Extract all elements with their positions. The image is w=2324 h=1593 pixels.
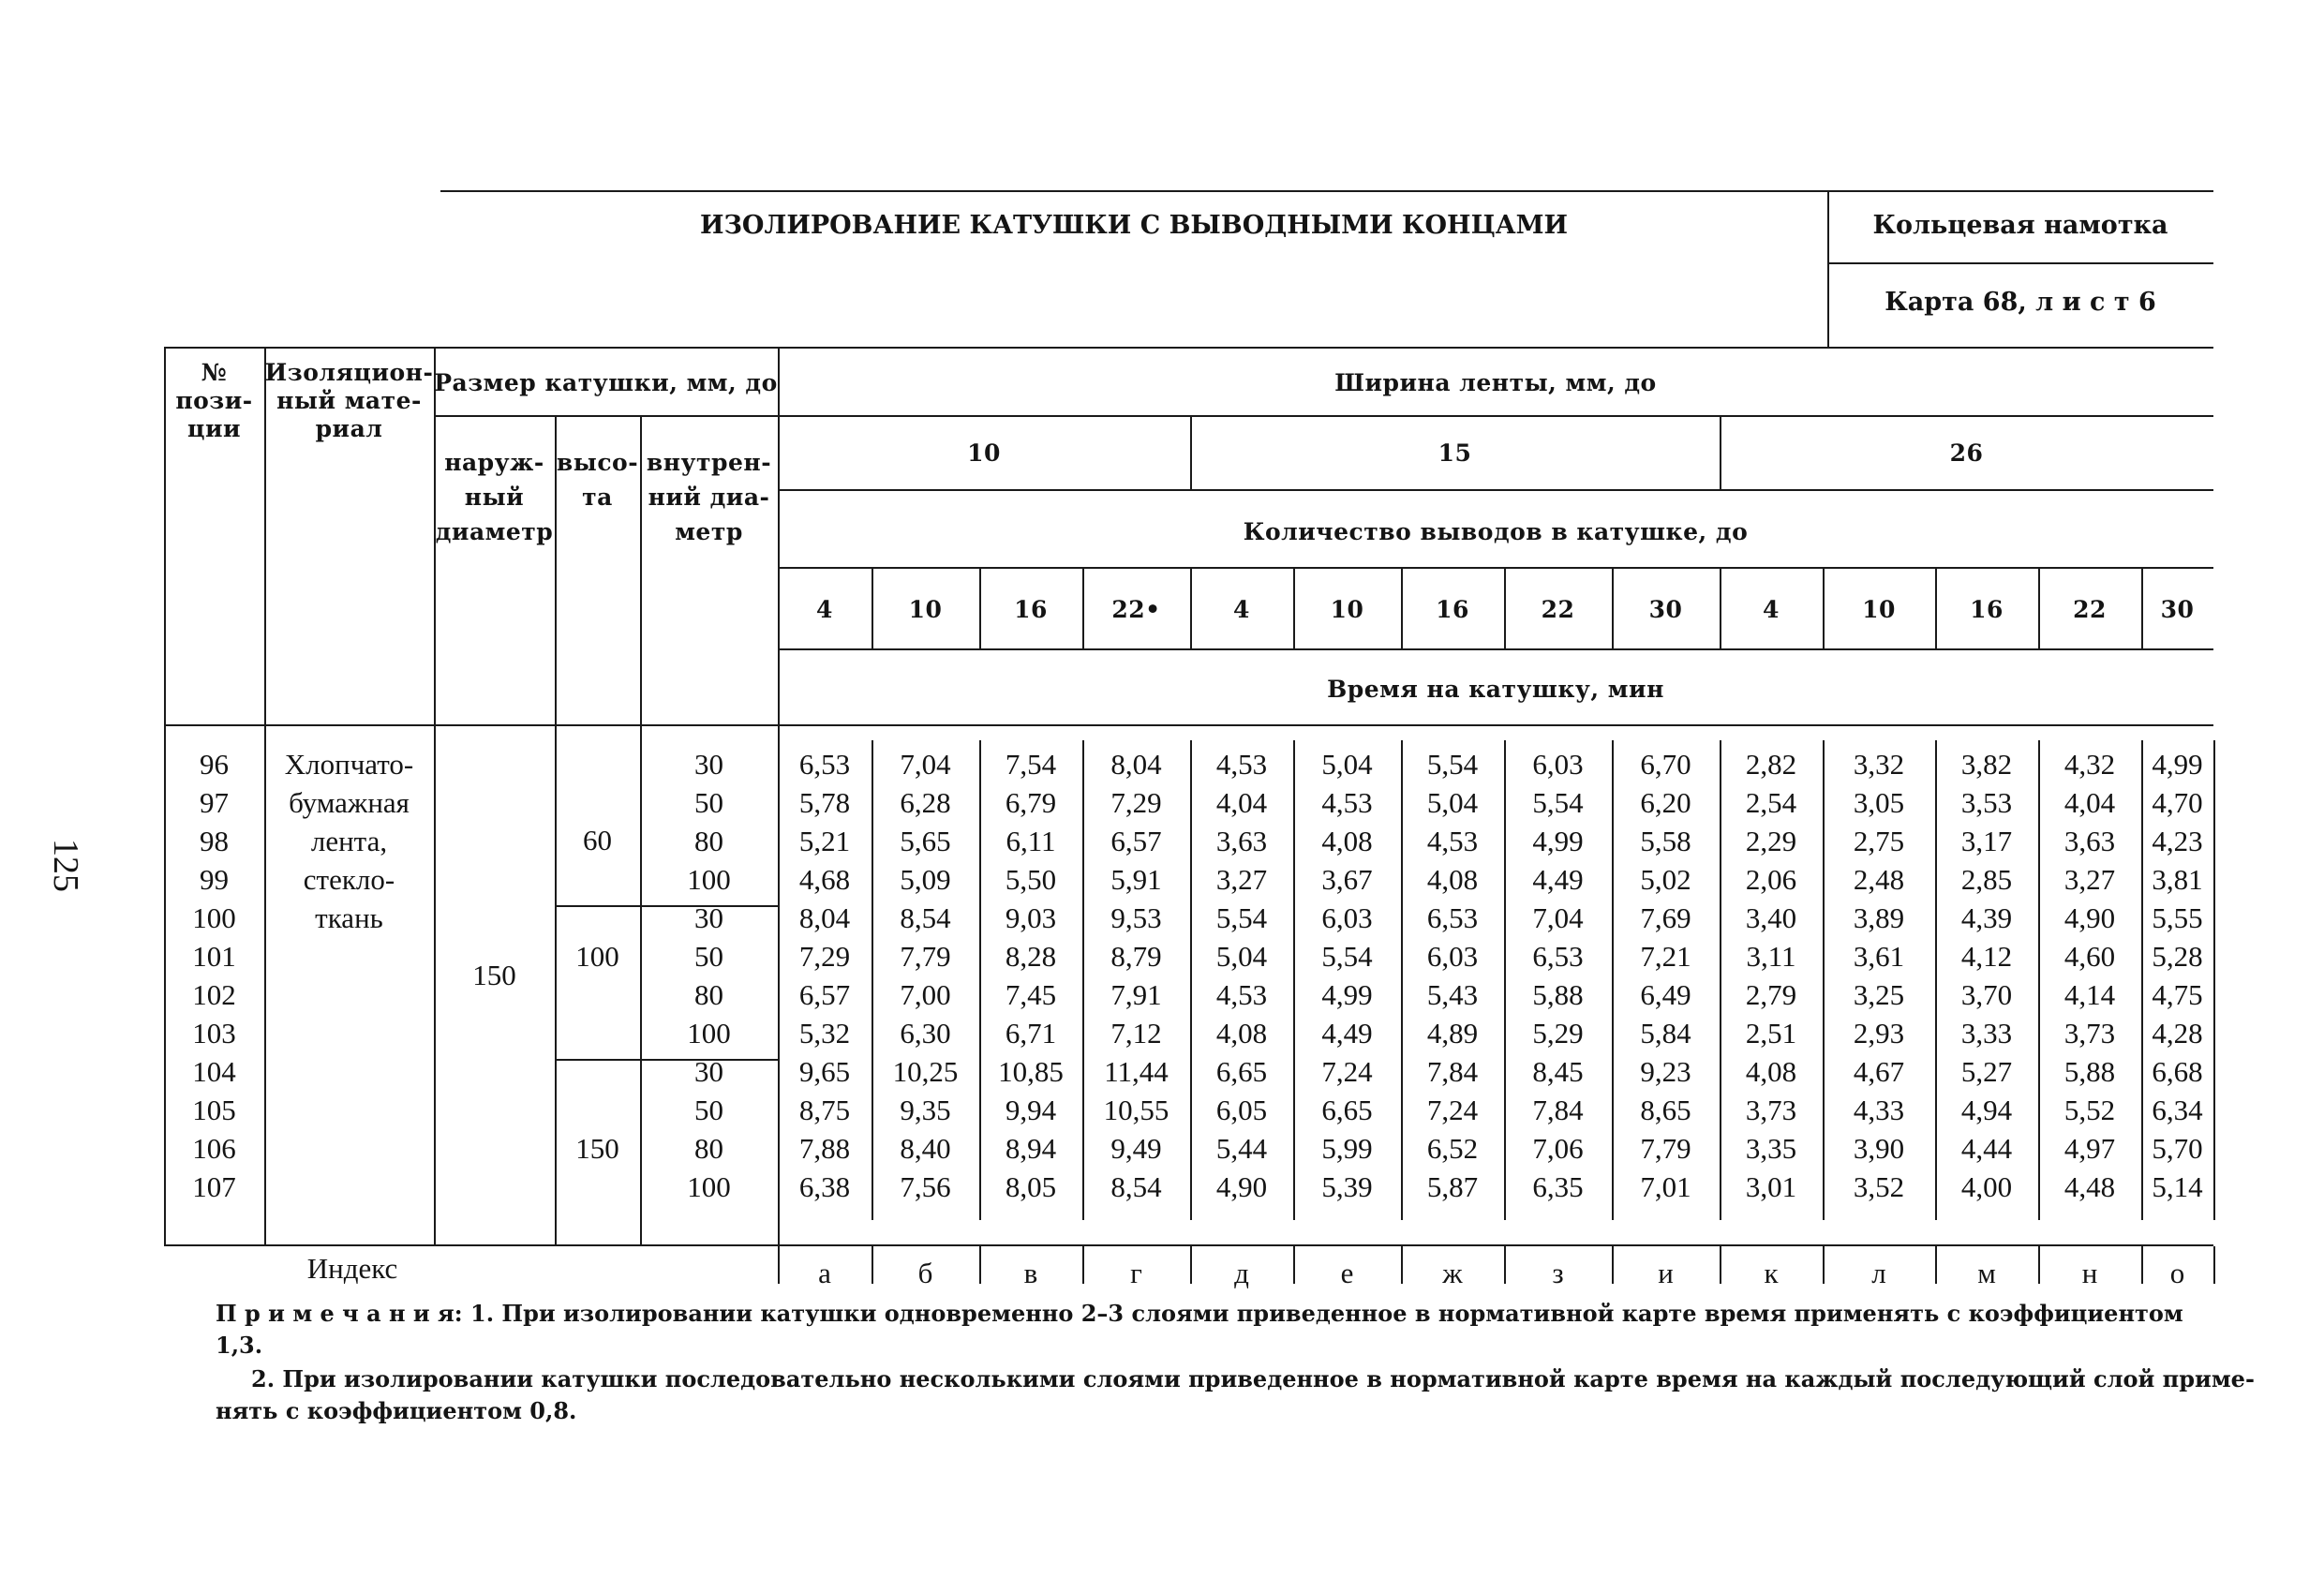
time-value-cell: 7,56 xyxy=(900,1169,951,1203)
tape-width-15: 15 xyxy=(1438,439,1472,467)
time-value-cell: 6,70 xyxy=(1640,747,1691,781)
time-value-cell: 3,35 xyxy=(1745,1131,1797,1165)
index-letter: з xyxy=(1552,1257,1564,1289)
time-value-cell: 5,99 xyxy=(1321,1131,1373,1165)
position-header-line: пози- xyxy=(175,386,253,414)
leads-count-cell: 22 xyxy=(2073,595,2107,623)
inner-diameter-value: 100 xyxy=(687,1169,731,1203)
time-value-cell: 3,27 xyxy=(1215,862,1268,896)
leads-count-cell: 16 xyxy=(1014,595,1048,623)
time-value-cell: 8,75 xyxy=(798,1093,851,1126)
index-label: Индекс xyxy=(306,1252,398,1285)
time-value-cell: 9,49 xyxy=(1110,1131,1162,1165)
time-value-cell: 9,94 xyxy=(1005,1093,1057,1126)
time-value-cell: 4,70 xyxy=(2152,785,2203,819)
size-header-rule xyxy=(434,415,778,417)
time-value-cell: 5,43 xyxy=(1426,977,1479,1011)
leads-count-cell: 10 xyxy=(908,595,943,623)
time-value-cell: 7,79 xyxy=(900,939,951,973)
material-name-line: Хлопчато- xyxy=(284,747,414,781)
material-name-line: бумажная xyxy=(289,785,410,819)
inner-diameter-value: 50 xyxy=(694,785,723,819)
time-value-cell: 3,17 xyxy=(1960,824,2013,857)
position-header-line: ции xyxy=(186,414,242,442)
position-number: 102 xyxy=(192,977,236,1011)
time-value-cell: 6,71 xyxy=(1005,1016,1057,1050)
time-value-cell: 7,24 xyxy=(1426,1093,1479,1126)
tape-width-header: Ширина ленты, мм, до xyxy=(1334,369,1657,396)
card-reference: Карта 68, л и с т 6 xyxy=(1885,288,2156,317)
time-value-cell: 9,03 xyxy=(1005,901,1057,934)
time-value-cell: 2,85 xyxy=(1960,862,2013,896)
time-value-cell: 8,05 xyxy=(1005,1169,1057,1203)
height-value: 60 xyxy=(583,823,612,856)
time-value-cell: 5,88 xyxy=(1532,977,1584,1011)
index-letter: ж xyxy=(1442,1257,1463,1289)
time-value-cell: 6,11 xyxy=(1006,824,1056,857)
time-value-cell: 9,23 xyxy=(1640,1054,1691,1088)
time-value-cell: 2,48 xyxy=(1853,862,1905,896)
time-value-cell: 11,44 xyxy=(1104,1054,1169,1088)
leads-count-cell: 16 xyxy=(1436,595,1469,623)
time-value-cell: 3,11 xyxy=(1746,939,1796,973)
index-letter: к xyxy=(1764,1257,1779,1289)
time-value-cell: 4,99 xyxy=(1321,977,1373,1011)
time-value-cell: 9,65 xyxy=(798,1054,851,1088)
index-letter: и xyxy=(1658,1257,1674,1289)
time-value-cell: 6,03 xyxy=(1321,901,1373,934)
index-letter: м xyxy=(1977,1257,1996,1289)
leads-count-cell: 22 xyxy=(1541,595,1575,623)
time-value-cell: 3,81 xyxy=(2152,862,2203,896)
inner-diameter-value: 30 xyxy=(694,1054,723,1088)
time-value-cell: 5,50 xyxy=(1005,862,1057,896)
time-value-cell: 5,04 xyxy=(1215,939,1268,973)
position-number: 106 xyxy=(192,1131,236,1165)
time-value-cell: 8,54 xyxy=(1110,1169,1162,1203)
inner-diameter-header-line: внутрен- xyxy=(646,449,772,476)
time-value-cell: 7,45 xyxy=(1005,977,1057,1011)
position-header-line: № xyxy=(201,358,228,386)
time-value-cell: 8,65 xyxy=(1640,1093,1691,1126)
time-value-cell: 6,20 xyxy=(1640,785,1691,819)
time-value-cell: 5,88 xyxy=(2063,1054,2116,1088)
time-value-cell: 4,75 xyxy=(2152,977,2203,1011)
time-value-cell: 7,84 xyxy=(1426,1054,1479,1088)
time-value-cell: 5,70 xyxy=(2152,1131,2203,1165)
time-value-cell: 3,27 xyxy=(2063,862,2116,896)
time-value-cell: 6,57 xyxy=(798,977,851,1011)
time-value-cell: 2,79 xyxy=(1745,977,1797,1011)
position-number: 104 xyxy=(192,1054,236,1088)
time-value-cell: 6,49 xyxy=(1640,977,1691,1011)
leads-count-cell: 30 xyxy=(2160,595,2195,623)
time-value-cell: 3,63 xyxy=(1215,824,1268,857)
material-name-line: ткань xyxy=(315,901,383,934)
index-top-rule xyxy=(164,1244,2213,1246)
time-value-cell: 3,33 xyxy=(1960,1016,2013,1050)
height-header-line: та xyxy=(582,484,613,511)
time-value-cell: 4,89 xyxy=(1426,1016,1479,1050)
time-value-cell: 3,53 xyxy=(1960,785,2013,819)
time-value-cell: 4,39 xyxy=(1960,901,2013,934)
time-value-cell: 4,32 xyxy=(2063,747,2116,781)
time-value-cell: 7,29 xyxy=(798,939,851,973)
time-value-cell: 4,90 xyxy=(2063,901,2116,934)
inner-diameter-value: 50 xyxy=(694,1093,723,1126)
value-column-divider xyxy=(2213,740,2215,1220)
time-value-cell: 4,67 xyxy=(1853,1054,1905,1088)
time-value-cell: 5,39 xyxy=(1321,1169,1373,1203)
time-value-cell: 4,97 xyxy=(2063,1131,2116,1165)
time-value-cell: 2,29 xyxy=(1745,824,1797,857)
time-value-cell: 4,23 xyxy=(2152,824,2203,857)
index-letter: г xyxy=(1130,1257,1142,1289)
time-value-cell: 7,12 xyxy=(1110,1016,1162,1050)
index-letter: д xyxy=(1234,1257,1249,1289)
time-value-cell: 4,49 xyxy=(1532,862,1584,896)
position-number: 101 xyxy=(192,939,236,973)
time-value-cell: 5,84 xyxy=(1640,1016,1691,1050)
time-value-cell: 5,04 xyxy=(1321,747,1373,781)
inner-diameter-value: 50 xyxy=(694,939,723,973)
time-value-cell: 3,05 xyxy=(1853,785,1905,819)
document-title: ИЗОЛИРОВАНИЕ КАТУШКИ С ВЫВОДНЫМИ КОНЦАМИ xyxy=(699,210,1569,240)
inner-diameter-value: 80 xyxy=(694,1131,723,1165)
index-letter: е xyxy=(1340,1257,1354,1289)
time-value-cell: 6,65 xyxy=(1321,1093,1373,1126)
time-value-cell: 4,04 xyxy=(2063,785,2116,819)
time-value-cell: 8,79 xyxy=(1110,939,1162,973)
time-value-cell: 4,53 xyxy=(1215,977,1268,1011)
position-number: 105 xyxy=(192,1093,236,1126)
inner-diameter-value: 100 xyxy=(687,1016,731,1050)
time-value-cell: 2,54 xyxy=(1745,785,1797,819)
leads-header-rule xyxy=(778,489,2213,491)
material-header-line: ный мате- xyxy=(276,386,422,414)
time-value-cell: 5,32 xyxy=(798,1016,851,1050)
position-number: 97 xyxy=(200,785,229,819)
time-value-cell: 4,08 xyxy=(1426,862,1479,896)
position-number: 107 xyxy=(192,1169,236,1203)
time-value-cell: 8,40 xyxy=(900,1131,951,1165)
time-value-cell: 4,68 xyxy=(798,862,851,896)
index-letter: б xyxy=(917,1257,933,1289)
time-value-cell: 7,88 xyxy=(798,1131,851,1165)
time-value-cell: 7,91 xyxy=(1110,977,1162,1011)
time-value-cell: 3,73 xyxy=(2063,1016,2116,1050)
footnote-line: 2. При изолировании катушки последовательно несколькими слоями приведенное в нормативной карте время на каждый последующий слой приме- xyxy=(251,1365,2255,1392)
time-value-cell: 3,67 xyxy=(1321,862,1373,896)
time-value-cell: 4,12 xyxy=(1960,939,2013,973)
time-value-cell: 7,04 xyxy=(900,747,951,781)
time-value-cell: 4,44 xyxy=(1960,1131,2013,1165)
time-value-cell: 8,28 xyxy=(1005,939,1057,973)
inner-diameter-value: 80 xyxy=(694,977,723,1011)
inner-diameter-header-line: метр xyxy=(675,518,743,545)
time-value-cell: 2,75 xyxy=(1853,824,1905,857)
time-value-cell: 7,06 xyxy=(1532,1131,1584,1165)
time-value-cell: 3,25 xyxy=(1853,977,1905,1011)
index-letter: в xyxy=(1023,1257,1038,1289)
time-value-cell: 7,84 xyxy=(1532,1093,1584,1126)
time-value-cell: 6,03 xyxy=(1426,939,1479,973)
time-value-cell: 5,27 xyxy=(1960,1054,2013,1088)
time-value-cell: 7,21 xyxy=(1640,939,1691,973)
leads-count-cell: 30 xyxy=(1648,595,1683,623)
time-value-cell: 5,65 xyxy=(900,824,951,857)
time-value-cell: 10,85 xyxy=(998,1054,1064,1088)
time-value-cell: 6,53 xyxy=(1426,901,1479,934)
index-divider xyxy=(2213,1246,2215,1284)
time-value-cell: 7,54 xyxy=(1005,747,1057,781)
time-value-cell: 5,78 xyxy=(798,785,851,819)
time-value-cell: 7,24 xyxy=(1321,1054,1373,1088)
time-value-cell: 4,14 xyxy=(2063,977,2116,1011)
time-value-cell: 7,29 xyxy=(1110,785,1162,819)
footnote-line: 1,3. xyxy=(216,1332,263,1359)
time-value-cell: 5,44 xyxy=(1215,1131,1268,1165)
time-value-cell: 4,08 xyxy=(1321,824,1373,857)
time-value-cell: 5,21 xyxy=(798,824,851,857)
time-value-cell: 5,55 xyxy=(2152,901,2203,934)
time-value-cell: 4,48 xyxy=(2063,1169,2116,1203)
time-value-cell: 5,54 xyxy=(1215,901,1268,934)
position-number: 96 xyxy=(200,747,229,781)
time-value-cell: 6,34 xyxy=(2152,1093,2203,1126)
time-value-cell: 2,51 xyxy=(1745,1016,1797,1050)
height-value: 150 xyxy=(575,1131,619,1165)
material-header-line: риал xyxy=(315,414,383,442)
time-value-cell: 7,04 xyxy=(1532,901,1584,934)
time-value-cell: 9,35 xyxy=(900,1093,951,1126)
material-header-line: Изоляцион- xyxy=(264,358,434,386)
time-value-cell: 7,69 xyxy=(1640,901,1691,934)
time-value-cell: 4,99 xyxy=(1532,824,1584,857)
header-bottom-rule xyxy=(164,724,2213,726)
page-number: 125 xyxy=(46,839,85,892)
material-name-line: лента, xyxy=(310,824,388,857)
winding-type: Кольцевая намотка xyxy=(1872,210,2168,240)
time-value-cell: 4,53 xyxy=(1215,747,1268,781)
time-value-cell: 4,04 xyxy=(1215,785,1268,819)
time-value-cell: 6,28 xyxy=(900,785,951,819)
time-value-cell: 6,53 xyxy=(1532,939,1584,973)
time-value-cell: 5,02 xyxy=(1640,862,1691,896)
inner-diameter-value: 80 xyxy=(694,824,723,857)
time-value-cell: 8,45 xyxy=(1532,1054,1584,1088)
leads-count-cell: 10 xyxy=(1330,595,1364,623)
time-value-cell: 5,54 xyxy=(1321,939,1373,973)
outer-diameter-value: 150 xyxy=(472,959,516,991)
time-value-cell: 4,53 xyxy=(1426,824,1479,857)
height-value: 100 xyxy=(575,939,619,973)
time-value-cell: 4,90 xyxy=(1215,1169,1268,1203)
time-value-cell: 3,90 xyxy=(1853,1131,1905,1165)
time-value-cell: 3,61 xyxy=(1853,939,1905,973)
position-number: 100 xyxy=(192,901,236,934)
coil-size-header: Размер катушки, мм, до xyxy=(434,369,778,396)
leads-count-cell: 16 xyxy=(1970,595,2004,623)
time-value-cell: 2,82 xyxy=(1745,747,1797,781)
index-letter: н xyxy=(2081,1257,2098,1289)
time-value-cell: 6,38 xyxy=(798,1169,851,1203)
time-value-cell: 4,94 xyxy=(1960,1093,2013,1126)
time-value-cell: 4,99 xyxy=(2152,747,2203,781)
time-value-cell: 3,82 xyxy=(1960,747,2013,781)
time-value-cell: 10,55 xyxy=(1103,1093,1169,1126)
leads-count-cell: 4 xyxy=(816,595,833,623)
time-value-cell: 3,32 xyxy=(1853,747,1905,781)
index-letter: а xyxy=(818,1257,831,1289)
leads-count-cell: 10 xyxy=(1862,595,1896,623)
time-value-cell: 4,49 xyxy=(1321,1016,1373,1050)
time-value-cell: 5,04 xyxy=(1426,785,1479,819)
time-value-cell: 4,28 xyxy=(2152,1016,2203,1050)
leads-count-cell: 4 xyxy=(1233,595,1250,623)
table-top-rule xyxy=(164,347,2213,349)
time-value-cell: 6,03 xyxy=(1532,747,1584,781)
time-value-cell: 8,04 xyxy=(798,901,851,934)
time-value-cell: 6,65 xyxy=(1215,1054,1268,1088)
time-value-cell: 5,54 xyxy=(1426,747,1479,781)
time-value-cell: 4,53 xyxy=(1321,785,1373,819)
time-value-cell: 3,01 xyxy=(1745,1169,1797,1203)
leads-values-top-rule xyxy=(778,567,2213,569)
position-number: 103 xyxy=(192,1016,236,1050)
time-value-cell: 10,25 xyxy=(892,1054,959,1088)
footnote-line: нять с коэффициентом 0,8. xyxy=(216,1397,577,1424)
outer-diameter-header-line: диаметр xyxy=(435,518,554,545)
leads-count-cell: 4 xyxy=(1763,595,1780,623)
time-value-cell: 6,35 xyxy=(1532,1169,1584,1203)
time-value-cell: 5,54 xyxy=(1532,785,1584,819)
height-header-line: высо- xyxy=(556,449,639,476)
time-value-cell: 6,79 xyxy=(1005,785,1057,819)
time-value-cell: 3,63 xyxy=(2063,824,2116,857)
time-value-cell: 6,05 xyxy=(1215,1093,1268,1126)
time-value-cell: 3,89 xyxy=(1853,901,1905,934)
time-value-cell: 4,08 xyxy=(1215,1016,1268,1050)
time-value-cell: 3,70 xyxy=(1960,977,2013,1011)
footnote-line: П р и м е ч а н и я: 1. При изолировании катушки одновременно 2–3 слоями приведенное в нормативной карте время применять с коэффициентом xyxy=(216,1300,2183,1327)
time-value-cell: 8,04 xyxy=(1110,747,1162,781)
time-value-cell: 2,06 xyxy=(1745,862,1797,896)
time-value-cell: 6,30 xyxy=(900,1016,951,1050)
time-value-cell: 2,93 xyxy=(1853,1016,1905,1050)
time-value-cell: 4,60 xyxy=(2063,939,2116,973)
time-value-cell: 4,33 xyxy=(1853,1093,1905,1126)
title-right-rule xyxy=(1827,262,2213,264)
material-name-line: стекло- xyxy=(303,862,395,896)
time-value-cell: 3,52 xyxy=(1853,1169,1905,1203)
inner-diameter-value: 100 xyxy=(687,862,731,896)
time-value-cell: 6,57 xyxy=(1110,824,1162,857)
time-value-cell: 4,08 xyxy=(1745,1054,1797,1088)
time-value-cell: 5,52 xyxy=(2063,1093,2116,1126)
title-top-rule xyxy=(440,190,2213,192)
outer-diameter-header-line: наруж- xyxy=(444,449,544,476)
inner-diameter-header-line: ний диа- xyxy=(648,484,770,511)
time-value-cell: 3,40 xyxy=(1745,901,1797,934)
index-letter: л xyxy=(1871,1257,1886,1289)
time-value-cell: 5,28 xyxy=(2152,939,2203,973)
time-value-cell: 7,79 xyxy=(1640,1131,1691,1165)
time-value-cell: 5,09 xyxy=(900,862,951,896)
time-per-coil-header: Время на катушку, мин xyxy=(1327,675,1664,703)
time-value-cell: 8,54 xyxy=(900,901,951,934)
time-value-cell: 9,53 xyxy=(1110,901,1162,934)
time-value-cell: 7,00 xyxy=(900,977,951,1011)
time-value-cell: 3,73 xyxy=(1745,1093,1797,1126)
time-value-cell: 5,87 xyxy=(1426,1169,1479,1203)
inner-diameter-value: 30 xyxy=(694,747,723,781)
time-value-cell: 5,58 xyxy=(1640,824,1691,857)
time-header-rule xyxy=(778,648,2213,650)
position-number: 98 xyxy=(200,824,229,857)
width-header-rule xyxy=(778,415,2213,417)
position-number: 99 xyxy=(200,862,229,896)
leads-count-cell: 22• xyxy=(1111,595,1161,623)
time-value-cell: 8,94 xyxy=(1005,1131,1057,1165)
time-value-cell: 6,68 xyxy=(2152,1054,2203,1088)
time-value-cell: 6,52 xyxy=(1426,1131,1479,1165)
outer-diameter-header-line: ный xyxy=(464,484,525,511)
time-value-cell: 4,00 xyxy=(1960,1169,2013,1203)
leads-count-header: Количество выводов в катушке, до xyxy=(1243,518,1749,545)
time-value-cell: 6,53 xyxy=(798,747,851,781)
time-value-cell: 5,91 xyxy=(1110,862,1162,896)
time-value-cell: 7,01 xyxy=(1640,1169,1691,1203)
time-value-cell: 5,29 xyxy=(1532,1016,1584,1050)
tape-width-10: 10 xyxy=(967,439,1001,467)
tape-width-26: 26 xyxy=(1949,439,1984,467)
index-letter: о xyxy=(2169,1257,2185,1289)
time-value-cell: 5,14 xyxy=(2152,1169,2203,1203)
inner-diameter-value: 30 xyxy=(694,901,723,934)
